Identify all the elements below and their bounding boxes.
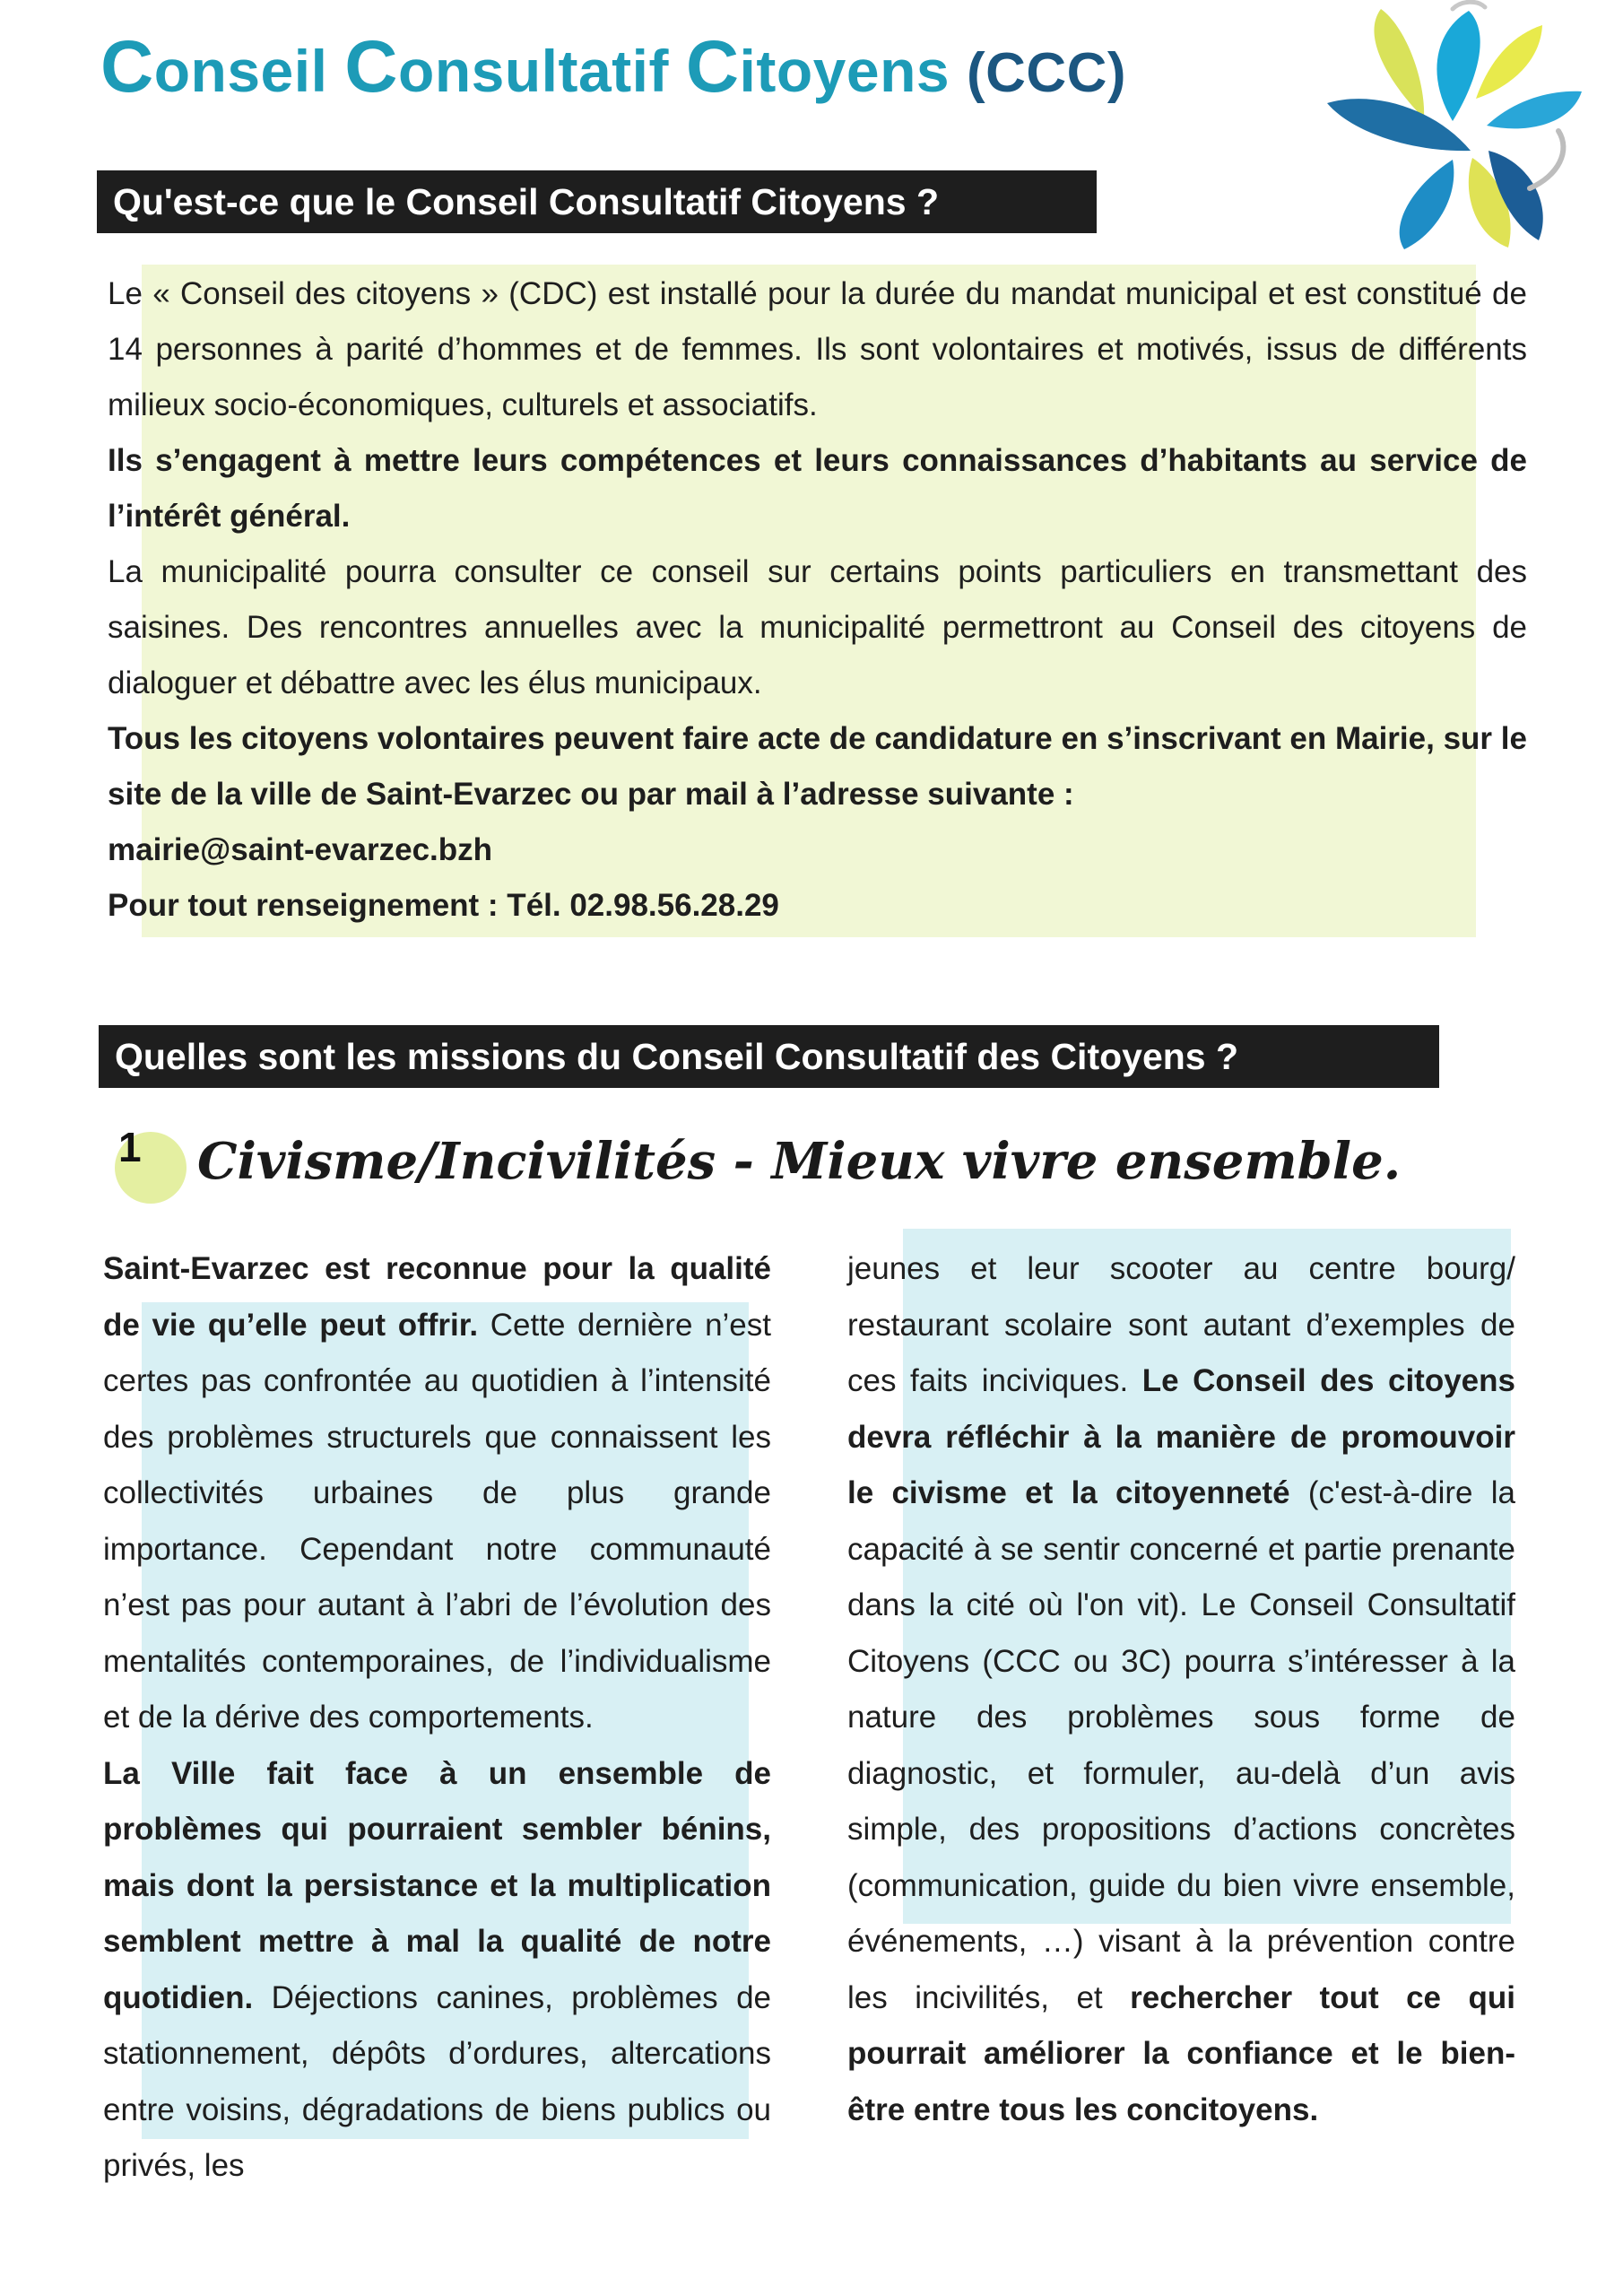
logo-swirl-grey-2 (1453, 2, 1485, 9)
intro-paragraph-2: Ils s’engagent à mettre leurs compétences et leurs connaissances d’habitants au service de l’intérêt général. (108, 443, 1527, 534)
left-paragraph-2 (103, 1746, 771, 2195)
logo-drop-cyan-right (1487, 91, 1582, 129)
logo-drop-yellow-top (1476, 25, 1542, 99)
mission-left-column (103, 1241, 771, 2195)
right-text-2: (c'est-à-dire la capacité à se sentir concerné et partie prenante dans la cité où l'on vit). Le Conseil Consultatif Citoyens (CCC ou 3C) pourra s’intéresser à la nature des problèmes sous forme de diagnostic, et formuler, au-delà d’un avis simple, des propositions d’actions concrètes (communication, guide du bien vivre ensemble, événements, …) visant à la prévention contre les incivilités, et (847, 1475, 1516, 2015)
right-paragraph (847, 1241, 1515, 2138)
left-text-1: Cette dernière n’est certes pas confrontée au quotidien à l’intensité des problèmes structurels que connaissent les collectivités urbaines de plus grande importance. Cependant notre communauté n’est pas pour autant à l’abri de l’évolution des mentalités contemporaines, de l’individualisme et de la dérive des comportements. (103, 1307, 771, 1735)
left-paragraph-1 (103, 1241, 771, 1746)
right-text-1: jeunes et leur scooter au centre bourg/ restaurant scolaire sont autant d’exemples de ces faits inciviques. (847, 1251, 1515, 1398)
logo-drop-blue-large (1436, 11, 1480, 121)
right-bold-2: rechercher tout ce qui pourrait améliorer la confiance et le bien-être entre tous les concitoyens. (847, 1979, 1515, 2127)
mission-number: 1 (118, 1124, 142, 1170)
mission-title: Civisme/Incivilités - Mieux vivre ensemble. (197, 1132, 1402, 1191)
intro-paragraph-3: La municipalité pourra consulter ce conseil sur certains points particuliers en transmettant des saisines. Des rencontres annuelles avec la municipalité permettront au Conseil des citoyens de dialoguer et débattre avec les élus municipaux. (108, 554, 1527, 700)
section-heading-what: Qu'est-ce que le Conseil Consultatif Citoyens ? (97, 170, 1097, 233)
intro-paragraph-1: Le « Conseil des citoyens » (CDC) est installé pour la durée du mandat municipal et est constitué de 14 personnes à parité d’hommes et de femmes. Ils sont volontaires et motivés, issus de différents milieux socio-économiques, culturels et associatifs. (108, 276, 1527, 422)
contact-email[interactable]: mairie@saint-evarzec.bzh (108, 832, 493, 867)
contact-phone: Pour tout renseignement : Tél. 02.98.56.28.29 (108, 888, 779, 923)
intro-paragraph-4: Tous les citoyens volontaires peuvent faire acte de candidature en s’inscrivant en Mairie, sur le site de la ville de Saint-Evarzec ou par mail à l’adresse suivante : (108, 721, 1527, 812)
logo-swirl-grey (1530, 131, 1563, 188)
left-text-2: Déjections canines, problèmes de stationnement, dépôts d’ordures, altercations entre voisins, dégradations de biens publics ou privés, les (103, 1979, 771, 2183)
section-heading-missions: Quelles sont les missions du Conseil Consultatif des Citoyens ? (99, 1025, 1439, 1088)
splash-logo (1318, 0, 1587, 251)
intro-text (108, 266, 1527, 934)
left-bold-1: Saint-Evarzec est reconnue pour la qualité de vie qu’elle peut offrir. (103, 1251, 771, 1343)
page-title: Conseil Consultatif Citoyens (CCC) (100, 26, 1127, 108)
left-bold-2: La Ville fait face à un ensemble de problèmes qui pourraient sembler bénins, mais dont la persistance et la multiplication semblent mettre à mal la qualité de notre quotidien. (103, 1755, 771, 2015)
right-bold-1: Le Conseil des citoyens devra réfléchir à la manière de promouvoir le civisme et la citoyenneté (847, 1363, 1515, 1510)
mission-right-column (847, 1241, 1515, 2138)
logo-drop-teal-bottom (1400, 160, 1454, 249)
